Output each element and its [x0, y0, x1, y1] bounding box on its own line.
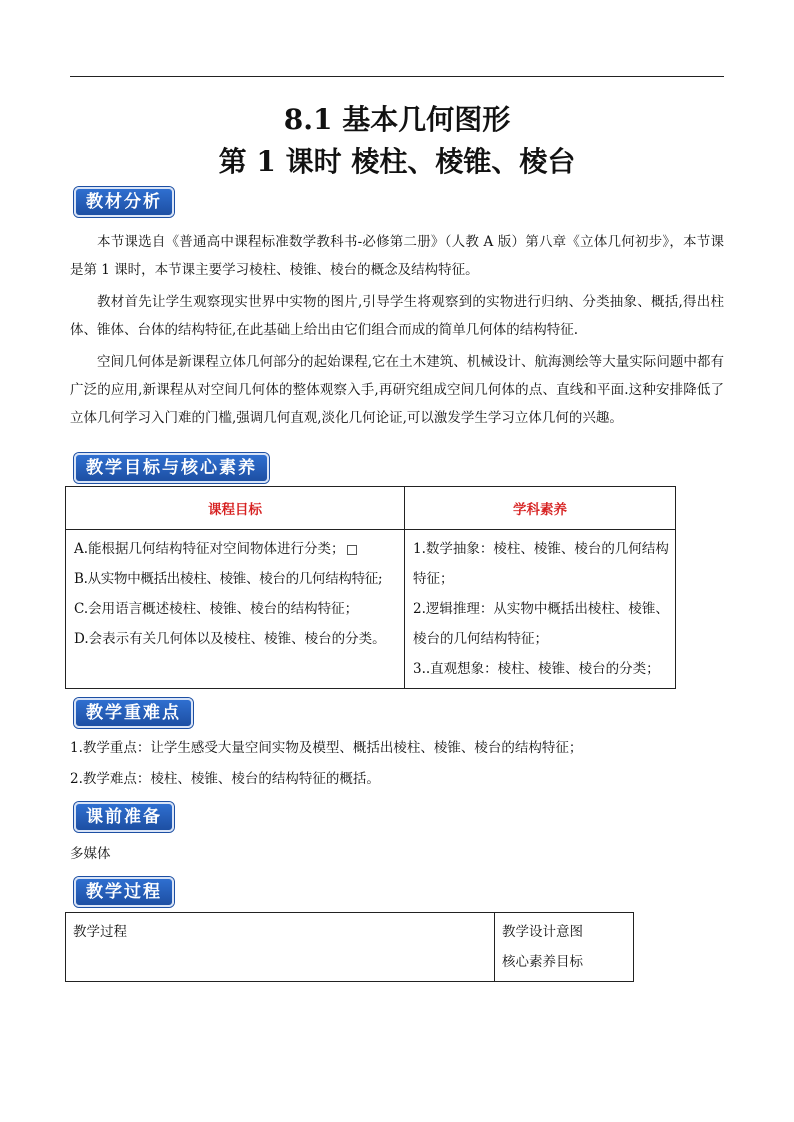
section-badge-process: 教学过程 [74, 877, 174, 907]
literacy-item: 2.逻辑推理：从实物中概括出棱柱、棱锥、 [413, 601, 669, 617]
goal-item: C.会用语言概述棱柱、棱锥、棱台的结构特征； [74, 601, 359, 617]
design-intent-label: 教学设计意图 [502, 924, 583, 940]
key-point-item: 1.教学重点：让学生感受大量空间实物及模型、概括出棱柱、棱锥、棱台的结构特征； [70, 740, 583, 756]
section-badge-preparation: 课前准备 [74, 802, 174, 832]
design-intent-cell [495, 913, 634, 982]
objectives-table [65, 486, 676, 689]
goal-item: B.从实物中概括出棱柱、棱锥、棱台的几何结构特征; [74, 571, 383, 587]
literacy-item: 特征； [413, 571, 454, 587]
header-course-goals: 课程目标 [66, 487, 405, 530]
analysis-paragraph: 本节课选自《普通高中课程标准数学教科书-必修第二册》（人教 A 版）第八章《立体几何初步》，本节课是第 1 课时，本节课主要学习棱柱、棱锥、棱台的概念及结构特征。 [70, 234, 724, 278]
page-title: 8.1 基本几何图形 [283, 103, 511, 136]
literacy-item: 3..直观想象：棱柱、棱锥、棱台的分类； [413, 661, 660, 677]
process-cell: 教学过程 [66, 913, 495, 982]
section-badge-objectives: 教学目标与核心素养 [74, 453, 269, 483]
analysis-paragraph: 空间几何体是新课程立体几何部分的起始课程,它在土木建筑、机械设计、航海测绘等大量实际问题中都有广泛的应用,新课程从对空间几何体的整体观察入手,再研究组成空间几何体的点、直线和平面.这种安排降低了立体几何学习入门难的门槛,强调几何直观,淡化几何论证,可以激发学生学习立体几何的兴趣。 [70, 354, 724, 426]
core-literacy-label: 核心素养目标 [502, 954, 583, 970]
section-badge-key-points: 教学重难点 [74, 698, 193, 728]
section-badge-analysis: 教材分析 [74, 187, 174, 217]
literacy-item: 1.数学抽象：棱柱、棱锥、棱台的几何结构 [413, 541, 669, 557]
goal-item: A.能根据几何结构特征对空间物体进行分类； [74, 534, 398, 564]
course-goals-cell [66, 530, 405, 689]
top-rule [70, 76, 724, 77]
literacy-item: 棱台的几何结构特征； [413, 631, 548, 647]
key-point-item: 2.教学难点：棱柱、棱锥、棱台的结构特征的概括。 [70, 771, 380, 787]
literacy-cell [405, 530, 676, 689]
page-subtitle: 第 1 课时 棱柱、棱锥、棱台 [218, 145, 576, 178]
preparation-text: 多媒体 [70, 846, 111, 862]
analysis-paragraph: 教材首先让学生观察现实世界中实物的图片,引导学生将观察到的实物进行归纳、分类抽象、概括,得出柱体、锥体、台体的结构特征,在此基础上给出由它们组合而成的简单几何体的结构特征. [70, 294, 724, 338]
checkbox-glyph-icon [347, 545, 357, 555]
process-table [65, 912, 634, 982]
header-literacy: 学科素养 [405, 487, 676, 530]
goal-item: D.会表示有关几何体以及棱柱、棱锥、棱台的分类。 [74, 631, 386, 647]
